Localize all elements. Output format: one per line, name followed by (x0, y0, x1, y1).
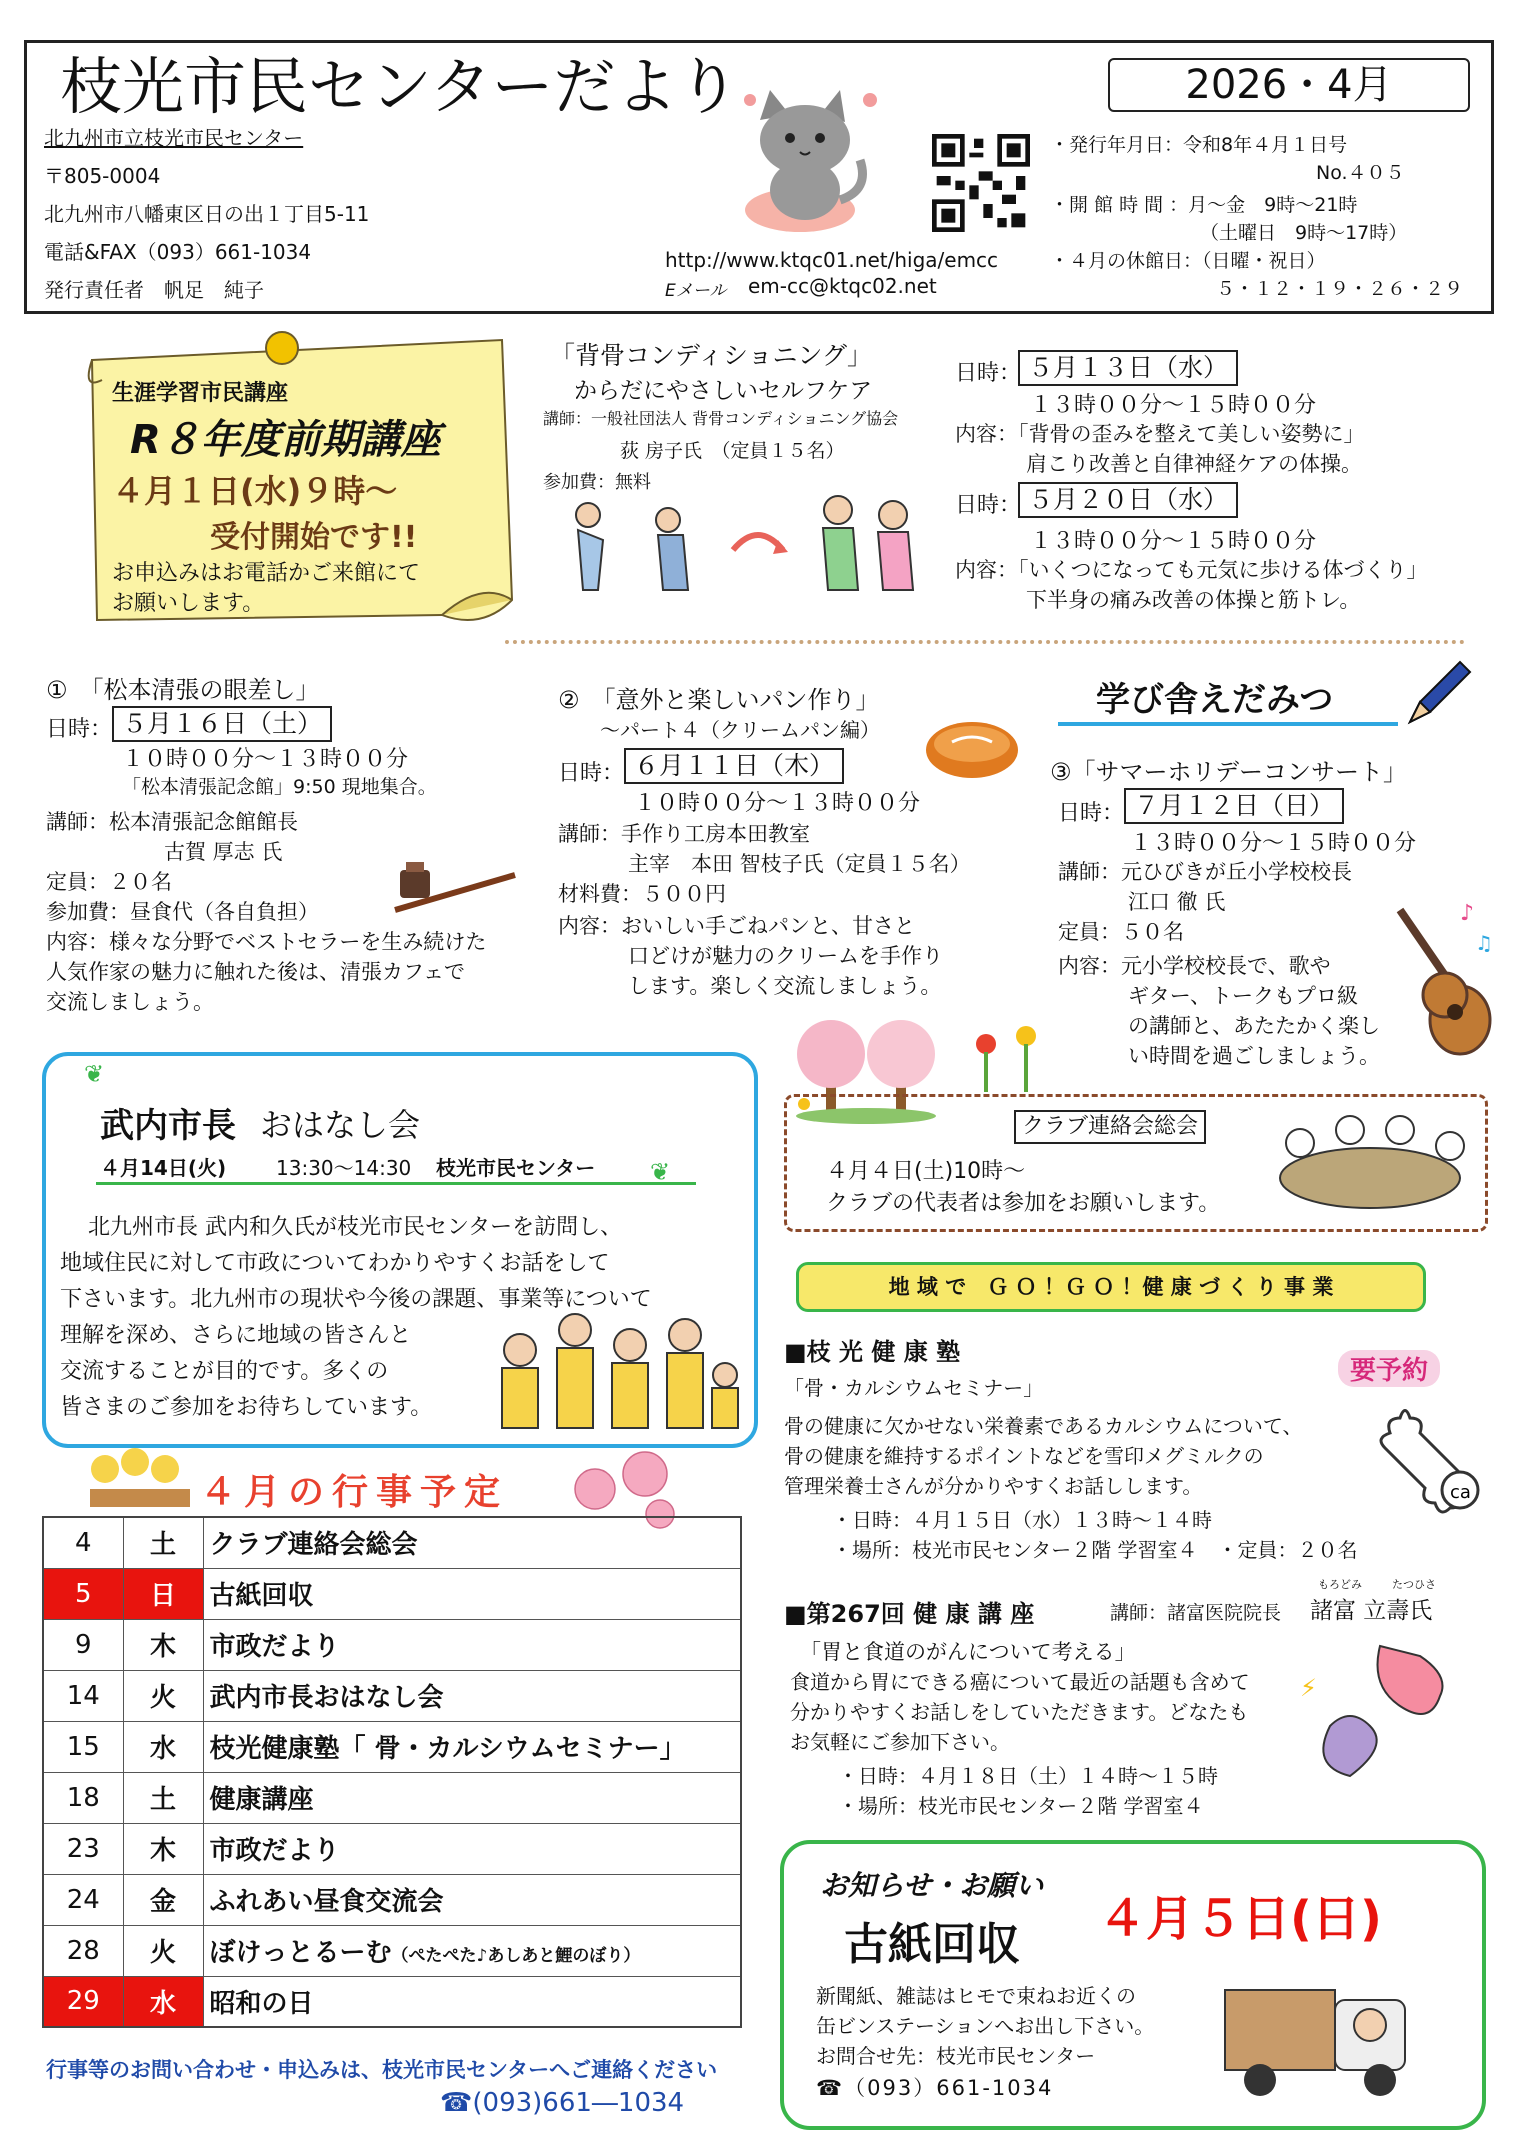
info-closed: ・４月の休館日：（日曜・祝日） (1050, 250, 1326, 272)
schedule-footer-1: 行事等のお問い合わせ・申込みは、枝光市民センターへご連絡ください (46, 2058, 718, 2082)
schedule-row (43, 1772, 741, 1823)
info-number: No.４０５ (1316, 162, 1405, 184)
course2-lecturer: 講師：手作り工房本田教室 (558, 822, 810, 846)
issue-date: 2026・4月 (1185, 62, 1393, 108)
course3-label: 日時： (1058, 801, 1125, 826)
course3-content2: ギター、トークもプロ級 (1128, 984, 1358, 1008)
qr-code-icon[interactable] (932, 134, 1030, 232)
schedule-row (43, 1976, 741, 2027)
course2-content2: 口どけが魅力のクリームを手作り (628, 944, 943, 968)
backbone-title: 「背骨コンディショニング」 (550, 341, 873, 370)
backbone-s1-label: 日時： (955, 361, 1022, 386)
schedule-event (203, 1823, 741, 1874)
schedule-row (43, 1925, 741, 1976)
mayor-body-3: 下さいます。北九州市の現状や今後の課題、事業等について (60, 1287, 652, 1312)
club-line1: ４月４日(土)10時～ (826, 1159, 1026, 1184)
schedule-weekday: 水 (123, 1976, 203, 2027)
course3-title: ③「サマーホリデーコンサート」 (1050, 758, 1408, 786)
schedule-event (203, 1976, 741, 2027)
info-hours: ・開 館 時 間 ：月～金 9時～21時 (1050, 194, 1358, 216)
course1-time: １０時００分～１３時００分 (122, 747, 409, 772)
bone-calcium-icon (1370, 1408, 1480, 1518)
mayor-body-2: 地域住民に対して市政についてわかりやすくお話をして (60, 1251, 610, 1276)
lecture-ruby-2: たつひさ (1392, 1578, 1436, 1591)
lecture-place: ・場所：枝光市民センター２階 学習室４ (838, 1794, 1204, 1818)
schedule-day: 18 (43, 1772, 123, 1823)
backbone-s2-content2: 下半身の痛み改善の体操と筋トレ。 (1026, 588, 1361, 612)
course3-date: ７月１２日（日） (1124, 788, 1344, 824)
schedule-day: 15 (43, 1721, 123, 1772)
course3-heading-underline (1058, 722, 1398, 726)
course-banner-line2: R８年度前期講座 (130, 417, 441, 463)
schedule-title: ４月の行事予定 (200, 1472, 509, 1513)
info-closed-days: ５・１２・１９・２６・２９ (1216, 278, 1464, 300)
cat-illustration (720, 70, 890, 240)
lecture-ruby-1: もろどみ (1318, 1578, 1362, 1591)
lecture-date: ・日時：４月１８日（土）１４時～１５時 (838, 1764, 1218, 1788)
course1-content1: 内容：様々な分野でベストセラーを生み続けた (46, 930, 487, 954)
course2-lecturer-name: 主宰 本田 智枝子氏（定員１５名） (628, 852, 971, 876)
schedule-row (43, 1874, 741, 1925)
mayor-body-4: 理解を深め、さらに地域の皆さんと (60, 1323, 412, 1348)
truck-illustration (1220, 1970, 1420, 2110)
schedule-day: 29 (43, 1976, 123, 2027)
schedule-event-label: 武内市長おはなし会 (209, 1683, 444, 1713)
course2-content3: します。楽しく交流しましょう。 (628, 974, 942, 998)
notice-head: お知らせ・お願い (820, 1869, 1044, 1902)
schedule-day: 4 (43, 1517, 123, 1568)
schedule-event (203, 1721, 741, 1772)
notice-body-2: 缶ビンステーションへお出し下さい。 (816, 2014, 1155, 2038)
course1-fee: 参加費：昼食代（各自負担） (46, 900, 319, 924)
course-banner-line1: 生涯学習市民講座 (112, 381, 289, 406)
email-label: Eメール (665, 281, 727, 301)
course1-date: ５月１６日（土） (112, 706, 332, 742)
course3-lecturer: 講師：元ひびきが丘小学校校長 (1058, 860, 1352, 884)
backbone-s2-content1: 内容：「いくつになっても元気に歩ける体づくり」 (955, 558, 1428, 582)
backbone-s2-time: １３時００分～１５時００分 (1030, 529, 1317, 554)
lecture-title: ■第267回 健 康 講 座 (784, 1600, 1035, 1628)
juku-title: ■枝 光 健 康 塾 (784, 1338, 961, 1366)
schedule-event-label: クラブ連絡会総会 (209, 1530, 418, 1561)
guitar-icon (1360, 890, 1500, 1060)
backbone-s1-time: １３時００分～１５時００分 (1030, 393, 1317, 418)
mayor-body-6: 皆さまのご参加をお待ちしています。 (60, 1395, 433, 1420)
schedule-weekday: 土 (123, 1517, 203, 1568)
course1-capacity: 定員：２０名 (46, 870, 172, 894)
schedule-event (203, 1517, 741, 1568)
crowd-illustration (480, 1290, 750, 1440)
course1-meet: 「松本清張記念館」9:50 現地集合。 (122, 776, 437, 798)
health-banner: 地 域 で Ｇ Ｏ ！Ｇ Ｏ ！健 康 づ く り 事 業 (796, 1262, 1426, 1312)
course3-content4: い時間を過ごしましょう。 (1128, 1044, 1380, 1068)
juku-date: ・日時：４月１５日（水）１３時～１４時 (832, 1508, 1212, 1532)
course2-label: 日時： (558, 761, 625, 786)
schedule-event-label: 枝光健康塾「 骨・カルシウムセミナー」 (209, 1734, 686, 1764)
course1-lecturer-name: 古賀 厚志 氏 (164, 840, 283, 864)
club-title: クラブ連絡会総会 (1014, 1110, 1206, 1144)
course3-content3: の講師と、あたたかく楽し (1128, 1014, 1380, 1038)
mayor-body-5: 交流することが目的です。多くの (60, 1359, 389, 1384)
schedule-event (203, 1619, 741, 1670)
course-banner-line6: お願いします。 (112, 591, 265, 616)
svg-text:ca: ca (1450, 1482, 1471, 1503)
info-issue: ・発行年月日：令和8年４月１日号 (1050, 134, 1348, 156)
juku-subtitle: 「骨・カルシウムセミナー」 (784, 1376, 1044, 1400)
svg-text:♫: ♫ (1475, 931, 1493, 955)
lecture-body-2: 分かりやすくお話しをしていただきます。どなたも (790, 1700, 1249, 1724)
meeting-illustration (1270, 1108, 1470, 1218)
stomach-icon (1280, 1636, 1470, 1786)
schedule-day: 9 (43, 1619, 123, 1670)
schedule-event (203, 1670, 741, 1721)
schedule-event (203, 1925, 741, 1976)
mayor-title-rest: おはなし会 (260, 1106, 421, 1144)
course2-time: １０時００分～１３時００分 (634, 791, 921, 816)
schedule-event-label: 市政だより (209, 1632, 340, 1662)
course1-content3: 交流しましょう。 (46, 990, 214, 1014)
course1-content2: 人気作家の魅力に触れた後は、清張カフェで (46, 960, 465, 984)
backbone-fee: 参加費：無料 (543, 472, 651, 493)
course3-heading: 学び舎えだみつ (1096, 680, 1334, 720)
course1-title: ① 「松本清張の眼差し」 (46, 676, 320, 704)
schedule-weekday: 水 (123, 1721, 203, 1772)
schedule-event (203, 1772, 741, 1823)
mayor-underline (96, 1182, 696, 1185)
info-saturday: （土曜日 9時～17時） (1200, 222, 1408, 244)
ink-pen-icon (390, 850, 520, 920)
schedule-day: 23 (43, 1823, 123, 1874)
address: 北九州市八幡東区日の出１丁目5-11 (44, 202, 370, 226)
notice-tel: ☎（093）661-1034 (816, 2076, 1054, 2100)
mayor-body-1: 北九州市長 武内和久氏が枝光市民センターを訪問し、 (88, 1215, 623, 1240)
course3-content1: 内容：元小学校校長で、歌や (1058, 954, 1331, 978)
schedule-day: 24 (43, 1874, 123, 1925)
backbone-s2-date: ５月２０日（水） (1018, 482, 1238, 518)
juku-place: ・場所：枝光市民センター２階 学習室４ ・定員：２０名 (832, 1538, 1358, 1562)
schedule-row (43, 1670, 741, 1721)
lecture-body-1: 食道から胃にできる癌について最近の話題も含めて (790, 1670, 1250, 1694)
org-name: 北九州市立枝光市民センター (44, 126, 304, 150)
email-address[interactable]: em-cc@ktqc02.net (748, 274, 937, 298)
lecture-subtitle: 「胃と食道のがんについて考える」 (800, 1640, 1136, 1664)
page-title: 枝光市民センターだより (60, 50, 740, 123)
notice-date: ４月５日(日) (1098, 1891, 1382, 1947)
course2-title: ② 「意外と楽しいパン作り」 (558, 686, 880, 714)
schedule-decoration (80, 1444, 200, 1514)
schedule-event (203, 1874, 741, 1925)
schedule-event (203, 1568, 741, 1619)
course2-date: ６月１１日（木） (624, 748, 844, 784)
schedule-weekday: 木 (123, 1619, 203, 1670)
schedule-weekday: 火 (123, 1670, 203, 1721)
course-banner-line4: 受付開始です!! (210, 520, 418, 555)
course3-lecturer-name: 江口 徹 氏 (1128, 890, 1226, 914)
mayor-sprout-icon: ❦ (84, 1060, 105, 1088)
course1-lecturer: 講師：松本清張記念館館長 (46, 810, 298, 834)
schedule-table (42, 1516, 742, 2028)
schedule-row (43, 1619, 741, 1670)
schedule-event-label: 健康講座 (209, 1785, 314, 1815)
schedule-weekday: 火 (123, 1925, 203, 1976)
notice-contact: お問合せ先：枝光市民センター (816, 2044, 1096, 2068)
backbone-s1-date: ５月１３日（水） (1018, 350, 1238, 386)
notice-body-1: 新聞紙、雑誌はヒモで束ねお近くの (816, 1984, 1136, 2008)
website-url[interactable]: http://www.ktqc01.net/higa/emcc (665, 248, 999, 272)
backbone-s1-content1: 内容：「背骨の歪みを整えて美しい姿勢に」 (955, 422, 1365, 446)
course-banner-line5: お申込みはお電話かご来館にて (112, 561, 421, 586)
schedule-event-label: 市政だより (209, 1836, 340, 1866)
schedule-row (43, 1517, 741, 1568)
course2-subtitle: ～パート４（クリームパン編） (600, 718, 880, 742)
section-divider (505, 640, 1465, 644)
juku-body-2: 骨の健康を維持するポイントなどを雪印メグミルクの (784, 1444, 1264, 1468)
schedule-day: 14 (43, 1670, 123, 1721)
backbone-s1-content2: 肩こり改善と自律神経ケアの体操。 (1026, 452, 1362, 476)
postal-code: 〒805-0004 (44, 164, 161, 188)
juku-body-1: 骨の健康に欠かせない栄養素であるカルシウムについて、 (784, 1414, 1303, 1438)
mayor-time: 13:30～14:30 (276, 1156, 412, 1180)
schedule-footer-2: ☎(093)661―1034 (440, 2088, 685, 2118)
course2-content1: 内容：おいしい手ごねパンと、甘さと (558, 914, 915, 938)
course3-capacity: 定員：５０名 (1058, 920, 1184, 944)
exercise-illustration (548, 480, 938, 630)
schedule-weekday: 金 (123, 1874, 203, 1925)
schedule-day: 28 (43, 1925, 123, 1976)
schedule-row (43, 1568, 741, 1619)
schedule-row (43, 1721, 741, 1772)
bread-icon (922, 712, 1022, 782)
backbone-lecturer-name: 荻 房子氏 （定員１５名） (620, 440, 845, 462)
schedule-day: 5 (43, 1568, 123, 1619)
mayor-title-bold: 武内市長 (100, 1106, 236, 1146)
course3-time: １３時００分～１５時００分 (1130, 831, 1417, 856)
lecture-body-3: お気軽にご参加下さい。 (790, 1730, 1010, 1754)
juku-body-3: 管理栄養士さんが分かりやすくお話しします。 (784, 1474, 1203, 1498)
phone-fax: 電話&FAX（093）661-1034 (44, 240, 312, 264)
svg-text:⚡: ⚡ (1300, 1674, 1317, 1702)
mayor-sprout-icon-2: ❦ (650, 1158, 671, 1186)
mayor-date: ４月14日(火) (100, 1156, 227, 1180)
mayor-place: 枝光市民センター (436, 1156, 596, 1180)
schedule-weekday: 土 (123, 1772, 203, 1823)
publisher: 発行責任者 帆足 純子 (44, 278, 264, 302)
pencil-icon (1400, 652, 1480, 732)
backbone-s2-label: 日時： (955, 493, 1022, 518)
course2-fee: 材料費：５００円 (558, 882, 726, 906)
schedule-weekday: 木 (123, 1823, 203, 1874)
schedule-event-label: 古紙回収 (209, 1581, 314, 1611)
schedule-event-label: ぼけっとるーむ (209, 1938, 392, 1968)
schedule-event-label: 昭和の日 (209, 1988, 314, 2019)
schedule-event-note: （ぺたぺた♪あしあと鯉のぼり） (391, 1946, 641, 1966)
backbone-subtitle: からだにやさしいセルフケア (574, 378, 873, 404)
notice-title: 古紙回収 (844, 1919, 1020, 1970)
svg-text:♪: ♪ (1460, 901, 1475, 926)
schedule-event-label: ふれあい昼食交流会 (209, 1887, 444, 1917)
reserve-badge: 要予約 (1338, 1350, 1440, 1387)
schedule-weekday: 日 (123, 1568, 203, 1619)
backbone-lecturer: 講師：一般社団法人 背骨コンディショニング協会 (543, 409, 899, 428)
lecture-name: 諸富 立壽氏 (1310, 1598, 1433, 1624)
course-banner-line3: ４月１日(水)９時～ (112, 472, 398, 510)
club-line2: クラブの代表者は参加をお願いします。 (826, 1191, 1221, 1216)
course1-label: 日時： (46, 717, 113, 742)
lecture-lecturer: 講師：諸富医院院長 (1110, 1602, 1282, 1624)
schedule-row (43, 1823, 741, 1874)
